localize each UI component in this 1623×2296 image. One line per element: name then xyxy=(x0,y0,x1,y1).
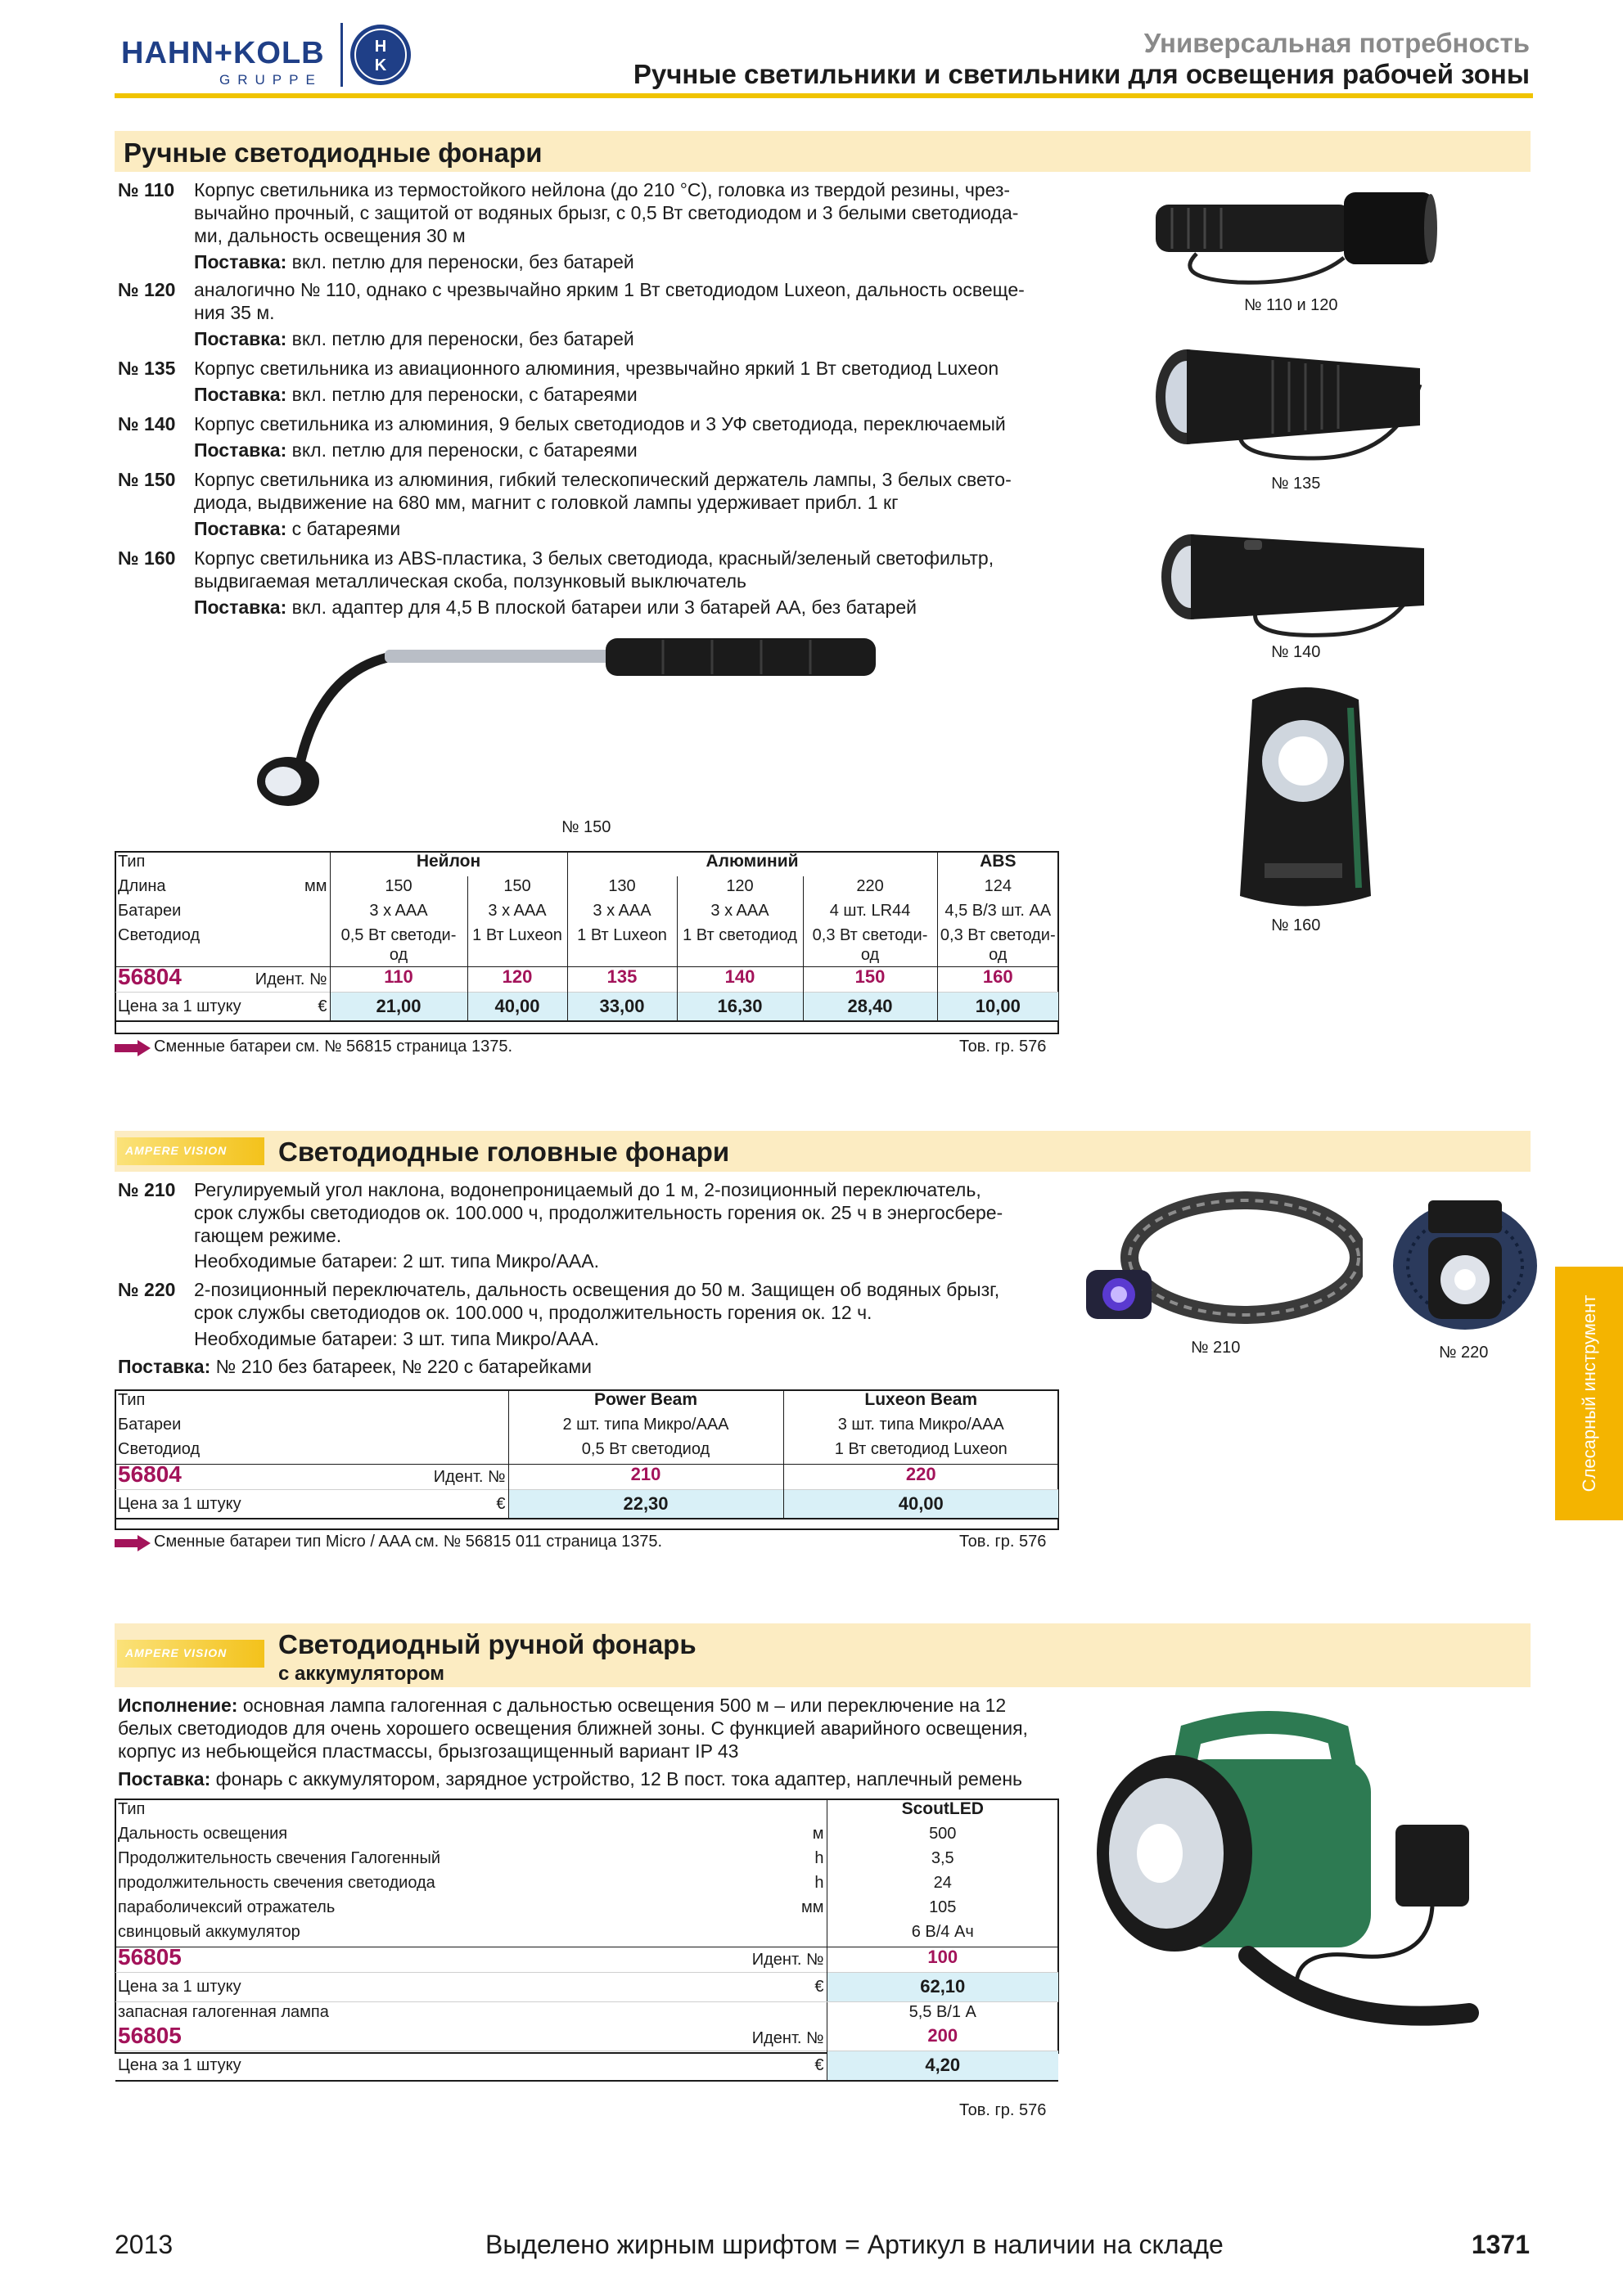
description-line: Корпус светильника из ABS-пластика, 3 белых светодиода, красный/зеленый светофильтр, xyxy=(194,547,994,569)
description-line: Корпус светильника из авиационного алюминия, чрезвычайно яркий 1 Вт светодиод Luxeon xyxy=(194,358,999,379)
description-line: 2-позиционный переключатель, дальность освещения до 50 м. Защищен об водяных брызг, xyxy=(194,1279,1000,1300)
type-header: ScoutLED xyxy=(827,1799,1058,1824)
group-header: ABS xyxy=(937,852,1058,876)
table-row xyxy=(115,2051,1058,2081)
table-cell: 1 Вт светодиод Luxeon xyxy=(783,1439,1058,1464)
headlamp-spec-table xyxy=(115,1390,1058,1519)
svg-text:H: H xyxy=(374,38,387,56)
caption-110-120: № 110 и 120 xyxy=(1244,296,1338,314)
table-cell: 124 xyxy=(937,876,1058,901)
table-cell: 0,5 Вт светодиод xyxy=(508,1439,783,1464)
scoutled-spec-table xyxy=(115,1799,1058,2082)
product-id-cell: 56805 Идент. № xyxy=(115,1947,827,1972)
table-row xyxy=(115,852,1058,876)
ident-cell: 200 xyxy=(827,2026,1058,2051)
section-title: Ручные светодиодные фонари xyxy=(124,137,543,168)
type-label: Тип xyxy=(118,1391,146,1409)
header-rule xyxy=(115,93,1533,98)
caption-140: № 140 xyxy=(1271,643,1321,661)
table-cell: 150 xyxy=(330,876,467,901)
caption-150: № 150 xyxy=(561,818,611,836)
table-row xyxy=(115,1464,1058,1489)
table-cell: 5,5 В/1 А xyxy=(827,2001,1058,2026)
battery-note-link[interactable]: Сменные батареи см. № 56815 страница 1375. xyxy=(154,1038,513,1056)
execution-line: белых светодиодов для очень хорошего освещения ближней зоны. С функцией аварийного освещения, xyxy=(118,1717,1028,1739)
flashlight-spec-table xyxy=(115,852,1058,1022)
supply-line: Поставка: вкл. петлю для переноски, с батареями xyxy=(194,439,638,461)
price-cell: 16,30 xyxy=(677,992,803,1021)
footer-year: 2013 xyxy=(115,2230,174,2259)
table-cell: 3 x AAA xyxy=(330,901,467,925)
table-row xyxy=(115,1824,1058,1848)
product-id-cell: 56805 Идент. № xyxy=(118,2026,824,2048)
product-id-cell: 56804 Идент. № xyxy=(115,1464,508,1489)
description-line: диода, выдвижение на 680 мм, магнит с головкой лампы удерживает прибл. 1 кг xyxy=(194,492,899,513)
ident-cell: 135 xyxy=(567,966,677,992)
item-number: № 135 xyxy=(118,358,176,379)
table-cell: 120 xyxy=(677,876,803,901)
table-row xyxy=(115,1873,1058,1898)
section-title: Светодиодный ручной фонарь xyxy=(278,1629,697,1659)
battery-label: Батареи xyxy=(118,1416,182,1434)
table-cell: 3 x AAA xyxy=(567,901,677,925)
description-line: выдвигаемая металлическая скоба, ползунковый выключатель xyxy=(194,570,747,592)
description-line: вычайно прочный, с защитой от водяных брызг, с 0,5 Вт светодиодом и 3 белыми светодиода- xyxy=(194,202,1019,223)
table-cell: 3,5 xyxy=(827,1848,1058,1873)
table-cell: 1 Вт Luxeon xyxy=(567,925,677,966)
table-row xyxy=(115,992,1058,1021)
table-cell: 500 xyxy=(827,1824,1058,1848)
table-cell: 220 xyxy=(803,876,937,901)
logo-emblem-icon xyxy=(349,23,413,87)
logo-text: HAHN+KOLB xyxy=(121,36,325,70)
caption-220: № 220 xyxy=(1439,1344,1489,1362)
header-category: Универсальная потребность xyxy=(1143,28,1530,58)
price-cell: 40,00 xyxy=(783,1489,1058,1519)
section-subtitle: с аккумулятором xyxy=(278,1663,444,1685)
supply-line: Поставка: № 210 без батареек, № 220 с батарейками xyxy=(118,1356,592,1377)
group-header: Нейлон xyxy=(330,852,567,876)
flashlight-140-image xyxy=(1154,524,1440,638)
table-cell: 0,5 Вт светоди- од xyxy=(330,925,467,966)
table-row xyxy=(115,876,1058,901)
execution-line: корпус из небьющейся пластмассы, брызгозащищенный вариант IP 43 xyxy=(118,1740,739,1762)
product-group: Тов. гр. 576 xyxy=(959,1533,1047,1551)
group-header: Алюминий xyxy=(567,852,937,876)
description-line: Необходимые батареи: 2 шт. типа Микро/AAA. xyxy=(194,1250,600,1272)
caption-160: № 160 xyxy=(1271,916,1321,934)
price-cell: 22,30 xyxy=(508,1489,783,1519)
supply-line: Поставка: вкл. петлю для переноски, без батарей xyxy=(194,251,634,272)
product-group: Тов. гр. 576 xyxy=(959,2101,1047,2119)
item-number: № 140 xyxy=(118,413,176,434)
hahn-kolb-logo xyxy=(121,18,416,92)
description-line: Корпус светильника из алюминия, гибкий телескопический держатель лампы, 3 белых свето- xyxy=(194,469,1012,490)
svg-text:K: K xyxy=(374,56,387,74)
spec-label: продолжительность свечения светодиода h xyxy=(118,1874,824,1892)
arrow-right-icon xyxy=(115,1040,151,1056)
table-row xyxy=(115,901,1058,925)
table-row xyxy=(115,1439,1058,1464)
table-row xyxy=(115,1972,1058,2001)
table-row xyxy=(115,1799,1058,1824)
battery-note-link[interactable]: Сменные батареи тип Micro / AAA см. № 56815 011 страница 1375. xyxy=(154,1533,663,1551)
supply-line: Поставка: фонарь с аккумулятором, зарядное устройство, 12 В пост. тока адаптер, наплечный ремень xyxy=(118,1768,1023,1790)
lantern-160-image xyxy=(1228,683,1383,912)
table-cell: 105 xyxy=(827,1898,1058,1922)
table-cell: 130 xyxy=(567,876,677,901)
table-cell: 6 В/4 Ач xyxy=(827,1922,1058,1947)
length-label: Длина мм xyxy=(118,877,327,895)
item-number: № 220 xyxy=(118,1279,176,1300)
type-label: Тип xyxy=(118,853,146,871)
description-line: Корпус светильника из термостойкого нейлона (до 210 °C), головка из твердой резины, чрез- xyxy=(194,179,1011,200)
price-label: Цена за 1 штуку € xyxy=(115,992,330,1021)
table-row xyxy=(115,966,1058,992)
description-line: аналогично № 110, однако с чрезвычайно ярким 1 Вт светодиодом Luxeon, дальность освеще- xyxy=(194,279,1025,300)
execution-line: Исполнение: основная лампа галогенная с дальностью освещения 500 м – или переключение на 12 xyxy=(118,1695,1007,1716)
description-line: ми, дальность освещения 30 м xyxy=(194,225,466,246)
spare-lamp-label: запасная галогенная лампа xyxy=(118,2002,329,2021)
table-row xyxy=(115,2001,1058,2026)
page-number: 1371 xyxy=(1471,2230,1530,2259)
ampere-vision-logo: AMPERE VISION xyxy=(117,1640,264,1668)
led-label: Светодиод xyxy=(118,1440,201,1458)
chapter-tab[interactable] xyxy=(1555,1267,1623,1520)
ident-cell: 120 xyxy=(467,966,567,992)
caption-210: № 210 xyxy=(1191,1339,1241,1357)
item-number: № 110 xyxy=(118,179,175,200)
description-line: Корпус светильника из алюминия, 9 белых светодиодов и 3 УФ светодиода, переключаемый xyxy=(194,413,1006,434)
spec-label: свинцовый аккумулятор xyxy=(118,1923,300,1941)
price-cell: 33,00 xyxy=(567,992,677,1021)
table-cell: 2 шт. типа Микро/AAA xyxy=(508,1415,783,1439)
product-group: Тов. гр. 576 xyxy=(959,1038,1047,1056)
battery-label: Батареи xyxy=(118,902,182,920)
table-row xyxy=(115,925,1058,966)
table-row xyxy=(115,1922,1058,1947)
type-header: Power Beam xyxy=(508,1390,783,1415)
table-cell: 1 Вт светодиод xyxy=(677,925,803,966)
arrow-right-icon xyxy=(115,1535,151,1551)
ident-cell: 210 xyxy=(508,1464,783,1489)
flashlight-135-image xyxy=(1150,335,1445,466)
supply-line: Поставка: вкл. петлю для переноски, без батарей xyxy=(194,328,634,349)
type-label: Тип xyxy=(118,1800,146,1818)
table-cell: 1 Вт Luxeon xyxy=(467,925,567,966)
ident-cell: 220 xyxy=(783,1464,1058,1489)
rechargeable-lantern-image xyxy=(1084,1702,1543,2029)
price-label: Цена за 1 штуку € xyxy=(115,1489,508,1519)
price-cell: 28,40 xyxy=(803,992,937,1021)
ident-cell: 150 xyxy=(803,966,937,992)
table-cell: 0,3 Вт светоди- од xyxy=(937,925,1058,966)
ident-cell: 160 xyxy=(937,966,1058,992)
ident-cell: 140 xyxy=(677,966,803,992)
spec-label: параболичексий отражатель мм xyxy=(118,1898,824,1916)
price-cell: 4,20 xyxy=(827,2051,1058,2081)
table-row xyxy=(115,1489,1058,1519)
chapter-tab-label: Слесарный инструмент xyxy=(1578,1294,1599,1492)
table-row xyxy=(115,1898,1058,1922)
item-number: № 120 xyxy=(118,279,176,300)
supply-line: Поставка: вкл. петлю для переноски, с батареями xyxy=(194,384,638,405)
flashlight-110-image xyxy=(1139,180,1458,286)
spec-label: Дальность освещения м xyxy=(118,1825,824,1843)
table-cell: 3 x AAA xyxy=(677,901,803,925)
table-row xyxy=(115,1415,1058,1439)
product-id-cell: 56804 Идент. № xyxy=(115,966,330,992)
description-line: Регулируемый угол наклона, водонепроницаемый до 1 м, 2-позиционный переключатель, xyxy=(194,1179,981,1200)
header-title: Ручные светильники и светильники для освещения рабочей зоны xyxy=(633,59,1530,89)
ident-cell: 110 xyxy=(330,966,467,992)
description-line: срок службы светодиодов ок. 100.000 ч, продолжительность горения ок. 12 ч. xyxy=(194,1302,872,1323)
table-row xyxy=(115,2026,1058,2051)
caption-135: № 135 xyxy=(1271,475,1321,493)
footer-legend: Выделено жирным шрифтом = Артикул в наличии на складе xyxy=(485,2230,1224,2259)
section-title: Светодиодные головные фонари xyxy=(278,1137,730,1167)
table-row xyxy=(115,1947,1058,1972)
price-cell: 40,00 xyxy=(467,992,567,1021)
table-cell: 4 шт. LR44 xyxy=(803,901,937,925)
headlamp-210-image xyxy=(1076,1188,1363,1335)
description-line: ния 35 м. xyxy=(194,302,275,323)
table-cell: 3 шт. типа Микро/AAA xyxy=(783,1415,1058,1439)
item-number: № 210 xyxy=(118,1179,176,1200)
price-cell: 10,00 xyxy=(937,992,1058,1021)
table-cell: 3 x AAA xyxy=(467,901,567,925)
table-cell: 0,3 Вт светоди- од xyxy=(803,925,937,966)
description-line: срок службы светодиодов ок. 100.000 ч, продолжительность горения ок. 25 ч в энергосбере- xyxy=(194,1202,1003,1223)
supply-line: Поставка: с батареями xyxy=(194,518,401,539)
type-header: Luxeon Beam xyxy=(783,1390,1058,1415)
logo-subtext: GRUPPE xyxy=(219,72,322,88)
price-label: Цена за 1 штуку € xyxy=(115,1972,827,2001)
price-cell: 21,00 xyxy=(330,992,467,1021)
ident-cell: 100 xyxy=(827,1947,1058,1972)
supply-line: Поставка: вкл. адаптер для 4,5 В плоской батареи или 3 батарей AA, без батарей xyxy=(194,597,917,618)
table-row xyxy=(115,1848,1058,1873)
table-cell: 150 xyxy=(467,876,567,901)
headlamp-220-image xyxy=(1383,1188,1543,1339)
price-label: Цена за 1 штуку € xyxy=(115,2051,827,2081)
ampere-vision-logo: AMPERE VISION xyxy=(117,1137,264,1165)
description-line: гающем режиме. xyxy=(194,1225,342,1246)
table-cell: 4,5 В/3 шт. AA xyxy=(937,901,1058,925)
led-label: Светодиод xyxy=(118,926,201,944)
price-cell: 62,10 xyxy=(827,1972,1058,2001)
table-row xyxy=(115,1390,1058,1415)
table-cell: 24 xyxy=(827,1873,1058,1898)
spec-label: Продолжительность свечения Галогенный h xyxy=(118,1849,824,1867)
flashlight-150-image xyxy=(254,630,949,810)
item-number: № 160 xyxy=(118,547,176,569)
logo-divider xyxy=(340,23,343,87)
item-number: № 150 xyxy=(118,469,176,490)
description-line: Необходимые батареи: 3 шт. типа Микро/AAA. xyxy=(194,1328,600,1349)
